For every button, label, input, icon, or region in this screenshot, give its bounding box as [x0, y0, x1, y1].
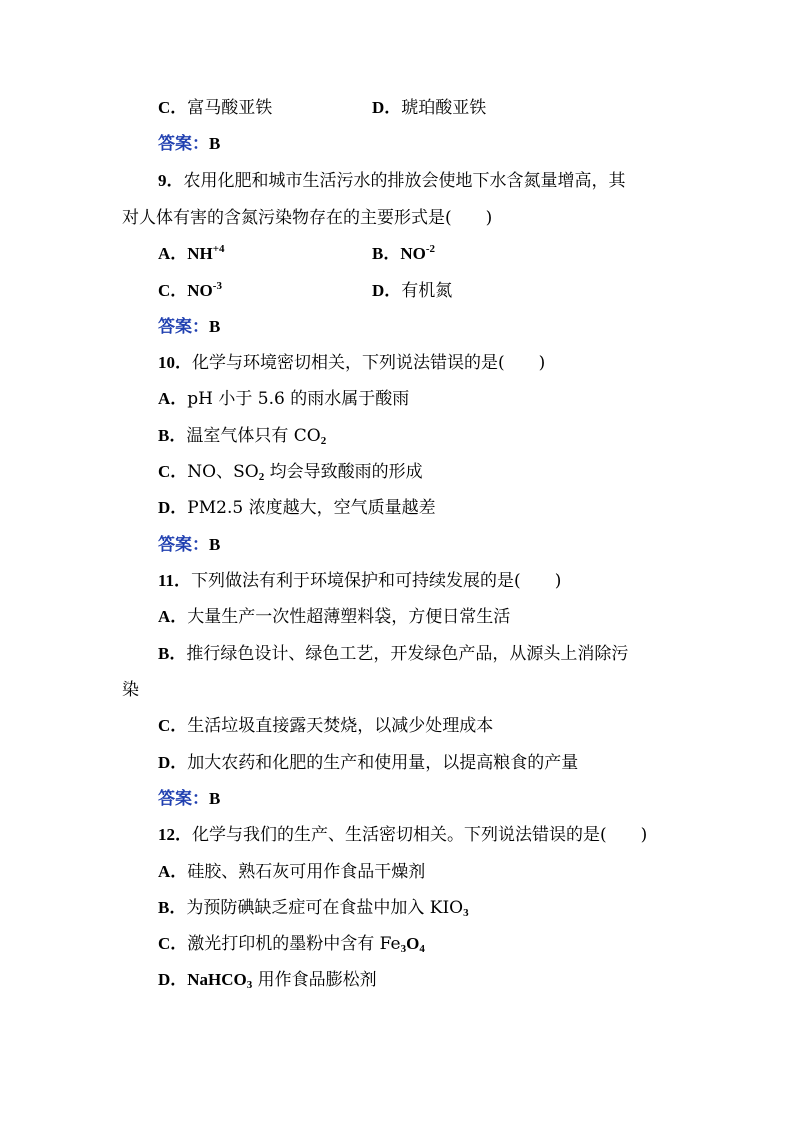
formula: NO — [400, 244, 426, 263]
option-letter: A． — [158, 389, 188, 408]
question-number: 11． — [158, 571, 192, 590]
option-text: 均会导致酸雨的形成 — [264, 462, 423, 482]
option-text: 大量生产一次性超薄塑料袋，方便日常生活 — [187, 607, 511, 627]
option-letter: B． — [372, 244, 401, 263]
q11-option-a — [158, 605, 510, 629]
answer-value: B — [209, 134, 221, 153]
question-text: 农用化肥和城市生活污水的排放会使地下水含氮量增高，其 — [183, 171, 626, 191]
q12-option-c — [158, 932, 425, 956]
q10-answer — [158, 533, 220, 557]
option-text: 激光打印机的墨粉中含有 Fe — [187, 934, 401, 954]
answer-value: B — [209, 789, 221, 808]
q8-option-d — [372, 96, 486, 120]
option-letter: A． — [158, 862, 188, 881]
answer-value: B — [209, 535, 221, 554]
option-text: 琥珀酸亚铁 — [401, 98, 487, 118]
subscript: 3 — [463, 907, 469, 919]
charge: -2 — [425, 243, 436, 255]
option-text: 温室气体只有 CO — [186, 426, 321, 446]
question-text: 对人体有害的含氮污染物存在的主要形式是( ) — [122, 208, 493, 228]
q11-option-d — [158, 751, 578, 775]
q9-option-d — [372, 279, 452, 303]
option-letter: C． — [158, 934, 188, 953]
option-text: 生活垃圾直接露天焚烧，以减少处理成本 — [187, 716, 494, 736]
option-letter: D． — [372, 281, 402, 300]
option-text: 加大农药和化肥的生产和使用量，以提高粮食的产量 — [187, 753, 579, 773]
option-text: 有机氮 — [401, 281, 453, 301]
q10-option-b — [158, 424, 326, 448]
q11-option-b-cont — [122, 678, 139, 702]
q9-option-b — [372, 242, 435, 266]
answer-label: 答案： — [158, 789, 209, 809]
option-text: 用作食品膨松剂 — [252, 970, 377, 990]
option-text: 富马酸亚铁 — [187, 98, 273, 118]
question-number: 9． — [158, 171, 184, 190]
option-text: 推行绿色设计、绿色工艺，开发绿色产品，从源头上消除污 — [186, 644, 629, 664]
option-letter: D． — [158, 753, 188, 772]
option-letter: B． — [158, 426, 187, 445]
question-text: 化学与环境密切相关，下列说法错误的是( ) — [192, 353, 546, 373]
option-text: PM2.5 浓度越大，空气质量越差 — [187, 498, 436, 518]
q12-option-b — [158, 896, 469, 920]
option-letter: B． — [158, 898, 187, 917]
option-letter: D． — [372, 98, 402, 117]
subscript: 2 — [320, 435, 327, 447]
q10-option-a — [158, 387, 409, 411]
q9-stem-line2 — [122, 206, 492, 230]
q12-stem — [158, 823, 647, 847]
answer-label: 答案： — [158, 535, 209, 555]
q11-answer — [158, 787, 220, 811]
question-number: 12． — [158, 825, 192, 844]
formula: NO — [187, 281, 213, 300]
option-text: 为预防碘缺乏症可在食盐中加入 KIO — [186, 898, 464, 918]
q8-answer — [158, 132, 220, 156]
option-text: NO、SO — [187, 462, 259, 482]
q8-option-c — [158, 96, 272, 120]
charge: -3 — [212, 280, 222, 292]
subscript: 3 — [246, 979, 253, 991]
option-text: pH 小于 5.6 的雨水属于酸雨 — [187, 389, 410, 409]
option-text: 硅胶、熟石灰可用作食品干燥剂 — [187, 862, 426, 882]
question-number: 10． — [158, 353, 192, 372]
option-letter: B． — [158, 644, 187, 663]
subscript: 3 — [400, 943, 407, 955]
answer-value: B — [209, 317, 221, 336]
question-text: 下列做法有利于环境保护和可持续发展的是( ) — [191, 571, 562, 591]
q10-option-d — [158, 496, 436, 520]
option-letter: A． — [158, 244, 188, 263]
answer-label: 答案： — [158, 317, 209, 337]
option-letter: C． — [158, 98, 188, 117]
q11-option-c — [158, 714, 493, 738]
option-letter: C． — [158, 716, 188, 735]
option-letter: C． — [158, 281, 188, 300]
q9-option-a — [158, 242, 225, 266]
option-text: 染 — [122, 680, 139, 700]
q9-option-c — [158, 279, 222, 303]
answer-label: 答案： — [158, 134, 209, 154]
q12-option-d — [158, 968, 377, 992]
question-text: 化学与我们的生产、生活密切相关。下列说法错误的是( ) — [192, 825, 648, 845]
q11-option-b — [158, 642, 628, 666]
q12-option-a — [158, 860, 425, 884]
formula: NH — [187, 244, 213, 263]
option-letter: D． — [158, 970, 188, 989]
charge: +4 — [212, 243, 225, 255]
q11-stem — [158, 569, 561, 593]
q10-option-c — [158, 460, 423, 484]
subscript: 4 — [419, 943, 425, 955]
q10-stem — [158, 351, 545, 375]
subscript: 2 — [258, 471, 265, 483]
option-letter: C． — [158, 462, 188, 481]
option-letter: A． — [158, 607, 188, 626]
q9-stem-line1 — [158, 169, 626, 193]
formula: O — [406, 934, 420, 953]
option-letter: D． — [158, 498, 188, 517]
q9-answer — [158, 315, 220, 339]
formula: NaHCO — [187, 970, 247, 989]
